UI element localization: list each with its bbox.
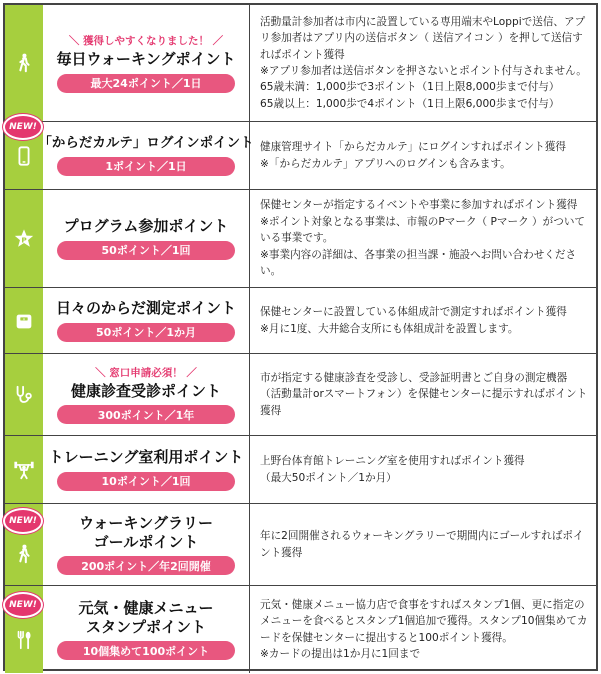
point-name-cell xyxy=(43,190,250,287)
row-icon-rail xyxy=(5,190,43,287)
point-name-cell xyxy=(43,586,250,673)
point-description: 年に2回開催されるウォーキングラリーで期間内にゴールすればポイント獲得 xyxy=(260,530,584,559)
point-title: 毎日ウォーキングポイント xyxy=(56,50,236,69)
table-row xyxy=(5,354,596,436)
smartphone-icon xyxy=(13,145,35,167)
point-title: 元気・健康メニュー xyxy=(78,598,214,617)
points-badge: 1ポイント／1日 xyxy=(57,157,235,176)
table-row xyxy=(5,586,596,673)
table-row xyxy=(5,122,596,190)
point-title: ウォーキングラリー xyxy=(79,513,213,532)
row-icon-rail xyxy=(5,5,43,121)
point-description: 上野台体育館トレーニング室を使用すればポイント獲得 （最大50ポイント／1か月） xyxy=(260,455,525,484)
points-badge: 50ポイント／1か月 xyxy=(57,323,235,342)
point-title: ゴールポイント xyxy=(93,532,199,551)
point-title: プログラム参加ポイント xyxy=(63,217,229,236)
point-description: 活動量計参加者は市内に設置している専用端末やLoppiで送信、アプリ参加者はアプリ内の送信ボタン（ 送信アイコン ）を押して送信すればポイント獲得 ※アプリ参加者は送信ボタンを押さないとポイント付与されません。 65歳未満：1,000歩で3ポイント（1日上限8,000歩まで付与） 65歳以上：1,000歩で4ポイント（1日上限6,000歩まで付与） xyxy=(260,15,587,110)
point-description: 健康管理サイト「からだカルテ」にログインすればポイント獲得 ※「からだカルテ」アプリへのログインも含みます。 xyxy=(260,141,566,170)
new-badge: NEW! xyxy=(3,508,43,534)
point-description: 保健センターが指定するイベントや事業に参加すればポイント獲得 ※ポイント対象となる事業は、市報のPマーク（ Pマーク ）がついている事業です。 ※事業内容の詳細は、各事業の担当課・施設へお問い合わせください。 xyxy=(260,199,586,278)
point-description: 保健センターに設置している体組成計で測定すればポイント獲得 ※月に1度、大井総合支所にも体組成計を設置します。 xyxy=(260,306,567,335)
point-title: 日々のからだ測定ポイント xyxy=(55,299,236,318)
table-row xyxy=(5,436,596,504)
points-badge: 10ポイント／1回 xyxy=(57,472,235,491)
point-title: 「からだカルテ」ログインポイント xyxy=(38,135,254,152)
stethoscope-icon xyxy=(13,384,35,406)
point-name-cell xyxy=(38,122,254,189)
table-row xyxy=(5,5,596,122)
p-star-icon xyxy=(13,228,35,250)
point-name-cell xyxy=(43,436,250,503)
point-title: 健康診査受診ポイント xyxy=(70,381,221,400)
points-badge: 最大24ポイント／1日 xyxy=(57,74,235,93)
table-row xyxy=(5,190,596,288)
weightlifter-icon xyxy=(13,459,35,481)
point-name-cell xyxy=(43,504,250,585)
new-badge: NEW! xyxy=(3,592,43,618)
table-row xyxy=(5,288,596,354)
svg-text:P: P xyxy=(21,234,27,244)
point-table xyxy=(3,3,598,671)
scale-icon xyxy=(13,310,35,332)
row-icon-rail xyxy=(5,436,43,503)
points-badge: 300ポイント／1年 xyxy=(57,405,235,424)
point-title: トレーニング室利用ポイント xyxy=(48,448,244,467)
points-badge: 200ポイント／年2回開催 xyxy=(57,556,235,575)
tagline: ＼ 獲得しやすくなりました！ ／ xyxy=(68,35,224,48)
walking-person-icon xyxy=(13,543,35,565)
row-icon-rail xyxy=(5,288,43,353)
new-badge: NEW! xyxy=(3,114,43,140)
tagline: ＼ 窓口申請必須！ ／ xyxy=(95,366,197,379)
row-icon-rail xyxy=(5,354,43,435)
table-row xyxy=(5,504,596,586)
point-name-cell xyxy=(43,354,250,435)
point-title: スタンプポイント xyxy=(85,617,206,636)
point-description: 市が指定する健康診査を受診し、受診証明書とご自身の測定機器（活動量計orスマートフォン）を保健センターに提示すればポイント獲得 xyxy=(260,371,588,417)
point-name-cell xyxy=(43,288,250,353)
point-description: 元気・健康メニュー協力店で食事をすればスタンプ1個、更に指定のメニューを食べるとスタンプ1個追加で獲得。スタンプ10個集めてカードを保健センターに提出すると100ポイント獲得。 ※カードの提出は1か月に1回まで xyxy=(260,598,588,660)
fork-spoon-icon xyxy=(13,629,35,651)
walking-person-icon xyxy=(13,52,35,74)
points-badge: 50ポイント／1回 xyxy=(57,241,235,260)
points-badge: 10個集めて100ポイント xyxy=(57,641,235,660)
point-name-cell xyxy=(43,5,250,121)
